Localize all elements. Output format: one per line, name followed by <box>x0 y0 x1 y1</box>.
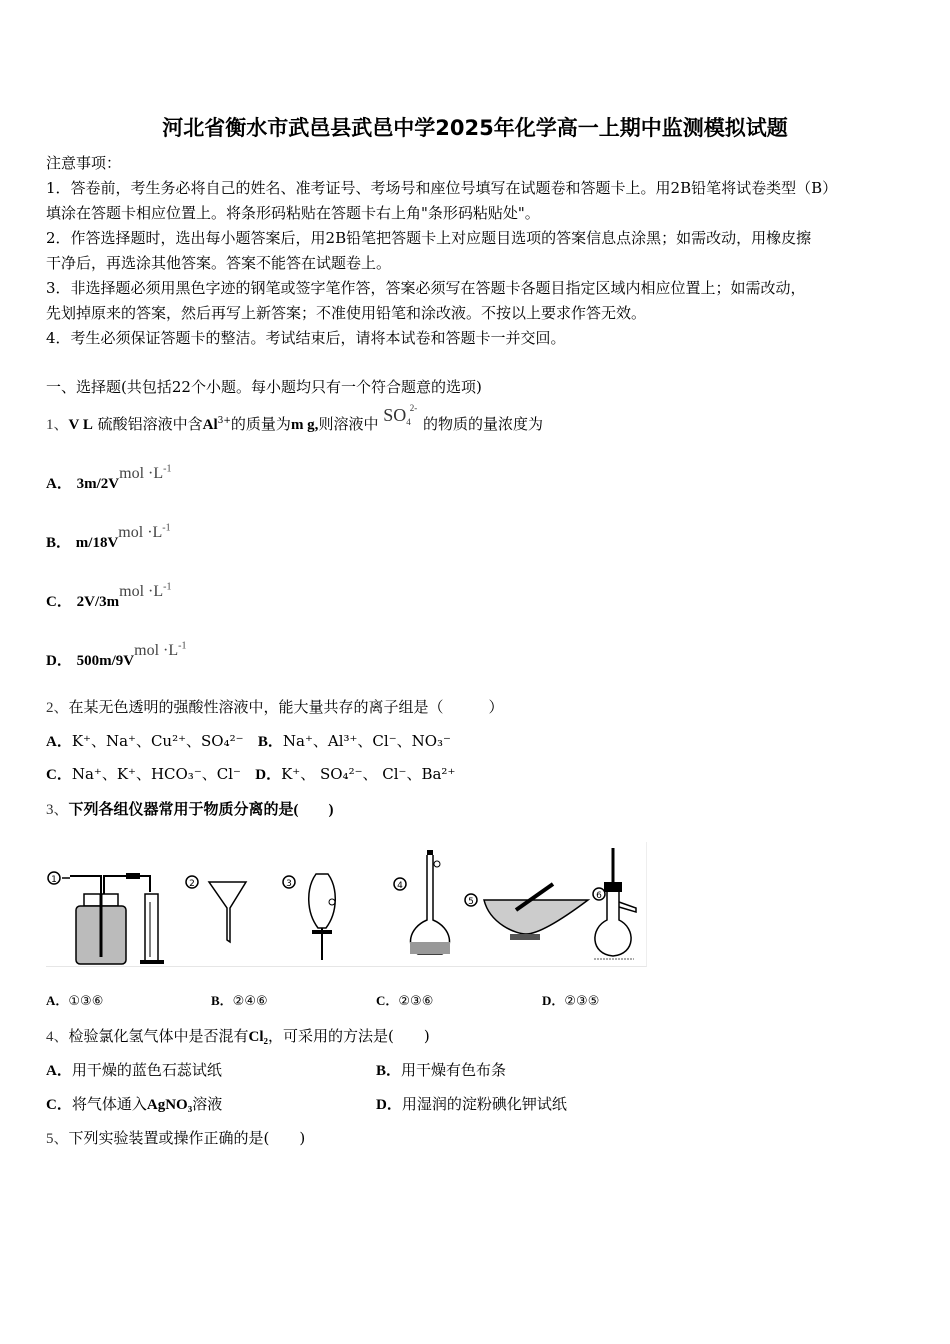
question-1-option-d: D． 500m/9Vmol $\cdot L^{-1}$ <box>46 640 187 669</box>
funnel-icon <box>186 876 246 942</box>
lab-apparatus-figure <box>46 842 647 967</box>
distillation-flask-icon <box>593 848 636 959</box>
question-4-option-c: C．将气体通入AgNO₃溶液 <box>46 1095 223 1113</box>
svg-text:5: 5 <box>468 897 474 907</box>
question-1-option-b: B． m/18Vmol $\cdot L^{-1}$ <box>46 522 171 551</box>
svg-text:6: 6 <box>596 891 602 901</box>
notice-line-6: 先划掉原来的答案，然后再写上新答案；不准使用铅笔和涂改液。不按以上要求作答无效。 <box>46 304 647 322</box>
svg-text:3: 3 <box>286 879 292 889</box>
svg-text:2: 2 <box>189 879 195 889</box>
question-4-stem: 4、检验氯化氢气体中是否混有Cl₂，可采用的方法是( ) <box>46 1027 430 1045</box>
question-3-stem: 3、下列各组仪器常用于物质分离的是( ) <box>46 802 334 818</box>
notice-line-3: 2．作答选择题时，选出每小题答案后，用2B铅笔把答题卡上对应题目选项的答案信息点涂黑；如需改动，用橡皮擦 <box>46 229 812 247</box>
question-3-option-b: B．②④⑥ <box>211 993 268 1009</box>
page-title: 河北省衡水市武邑县武邑中学2025年化学高一上期中监测模拟试题 <box>162 116 788 140</box>
section-heading: 一、选择题(共包括22个小题。每小题均只有一个符合题意的选项) <box>46 378 482 396</box>
question-4-option-a: A．用干燥的蓝色石蕊试纸 <box>46 1061 222 1079</box>
question-2-options-cd: C．Na⁺、K⁺、HCO₃⁻、Cl⁻ D．K⁺、 SO₄²⁻、 Cl⁻、Ba²⁺ <box>46 765 456 783</box>
notice-line-4: 干净后，再选涂其他答案。答案不能答在试题卷上。 <box>46 254 392 272</box>
sulfate-formula: $SO_4^{2-}$ <box>383 403 418 427</box>
question-1-option-a: A． 3m/2Vmol $\cdot L^{-1}$ <box>46 463 172 492</box>
question-3-option-d: D．②③⑤ <box>542 993 600 1009</box>
question-3-option-a: A．①③⑥ <box>46 993 104 1009</box>
notice-line-2: 填涂在答题卡相应位置上。将条形码粘贴在答题卡右上角"条形码粘贴处"。 <box>46 204 540 222</box>
question-1-option-c: C． 2V/3mmol $\cdot L^{-1}$ <box>46 581 172 610</box>
svg-text:4: 4 <box>397 881 403 891</box>
question-2-options-ab: A．K⁺、Na⁺、Cu²⁺、SO₄²⁻ B．Na⁺、Al³⁺、Cl⁻、NO₃⁻ <box>46 732 451 750</box>
question-1-stem: 1、V L 硫酸铝溶液中含$Al^{3+}$的质量为m g,则溶液中 $SO_4^{2-}$ 的物质的量浓度为 <box>46 403 544 433</box>
notice-line-5: 3．非选择题必须用黑色字迹的钢笔或签字笔作答，答案必须写在答题卡各题目指定区域内相应位置上；如需改动， <box>46 279 806 297</box>
mortar-pestle-icon <box>465 884 588 940</box>
notice-heading: 注意事项： <box>46 154 122 172</box>
notice-line-1: 1．答卷前，考生务必将自己的姓名、准考证号、考场号和座位号填写在试题卷和答题卡上。用2B铅笔将试卷类型（B） <box>46 179 838 197</box>
gas-washing-bottle-icon <box>48 872 164 964</box>
svg-text:1: 1 <box>51 875 57 885</box>
separatory-funnel-icon <box>283 874 335 960</box>
notice-line-7: 4．考生必须保证答题卡的整洁。考试结束后，请将本试卷和答题卡一并交回。 <box>46 329 566 347</box>
question-2-stem: 2、在某无色透明的强酸性溶液中，能大量共存的离子组是（ ） <box>46 698 504 716</box>
question-3-option-c: C．②③⑥ <box>376 993 434 1009</box>
question-4-option-d: D．用湿润的淀粉碘化钾试纸 <box>376 1095 567 1113</box>
question-4-option-b: B．用干燥有色布条 <box>376 1061 507 1079</box>
question-5-stem: 5、下列实验装置或操作正确的是( ) <box>46 1129 306 1147</box>
question-number: 1、 <box>46 417 69 433</box>
volumetric-flask-icon <box>394 850 450 954</box>
